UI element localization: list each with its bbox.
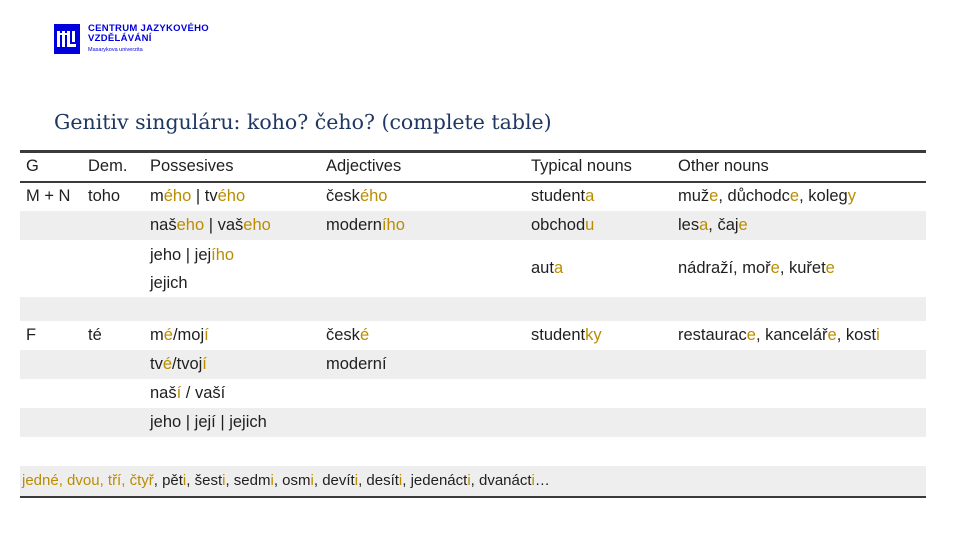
header-possessives: Possesives xyxy=(150,157,234,176)
header-other-nouns: Other nouns xyxy=(678,157,769,176)
possessive-cell: naší / vaší xyxy=(150,383,226,402)
table-row xyxy=(20,350,926,379)
adjective-cell: českého xyxy=(326,187,388,205)
table-row xyxy=(20,211,926,240)
logo-line-3: Masarykova univerzita xyxy=(88,47,143,53)
table-row xyxy=(20,379,926,408)
demonstrative-cell: té xyxy=(88,325,102,344)
header-typical-nouns: Typical nouns xyxy=(531,157,632,176)
genitive-table xyxy=(20,150,926,498)
logo-line-2: VZDĚLÁVÁNÍ xyxy=(88,33,152,44)
table-header-row xyxy=(20,152,926,182)
other-noun-cell: muže, důchodce, kolegy xyxy=(678,187,856,205)
numerals-row xyxy=(20,466,926,497)
university-logo-icon xyxy=(54,24,80,54)
logo-line-1: CENTRUM JAZYKOVÉHO xyxy=(88,23,209,34)
typical-noun-cell: studenta xyxy=(531,187,595,205)
typical-noun-cell: obchodu xyxy=(531,215,595,234)
possessive-cell: mého | tvého xyxy=(150,187,246,205)
header-adjectives: Adjectives xyxy=(326,157,402,176)
gender-cell: M + N xyxy=(26,187,71,205)
possessive-cell: jeho | jejího jejich xyxy=(150,245,235,292)
other-noun-cell: lesa, čaje xyxy=(678,215,748,234)
numerals-genitive-text: jedné, dvou, tří, čtyř, pěti, šesti, sedmi, osmi, devíti, desíti, jedenácti, dvanácti… xyxy=(22,472,550,489)
adjective-cell: české xyxy=(326,325,370,344)
possessive-cell: jeho | její | jejich xyxy=(150,412,267,431)
typical-noun-cell: auta xyxy=(531,258,564,277)
adjective-cell: moderního xyxy=(326,215,405,234)
possessive-cell: tvé/tvojí xyxy=(150,354,207,373)
gender-cell: F xyxy=(26,325,37,344)
table-row xyxy=(20,240,926,297)
table-row xyxy=(20,182,926,211)
slide-title: Genitiv singuláru: koho? čeho? (complete table) xyxy=(54,110,552,134)
table-spacer-row xyxy=(20,437,926,466)
header-gender: G xyxy=(26,157,39,176)
logo xyxy=(54,24,209,54)
adjective-cell: moderní xyxy=(326,354,387,373)
table-row xyxy=(20,408,926,437)
possessive-cell: mé/mojí xyxy=(150,325,209,344)
table-spacer-row xyxy=(20,297,926,321)
header-demonstrative: Dem. xyxy=(88,157,128,176)
other-noun-cell: restaurace, kanceláře, kosti xyxy=(678,325,880,344)
possessive-cell: našeho | vašeho xyxy=(150,215,271,234)
table-row xyxy=(20,321,926,350)
other-noun-cell: nádraží, moře, kuřete xyxy=(678,258,835,277)
demonstrative-cell: toho xyxy=(88,187,121,205)
typical-noun-cell: studentky xyxy=(531,325,602,344)
